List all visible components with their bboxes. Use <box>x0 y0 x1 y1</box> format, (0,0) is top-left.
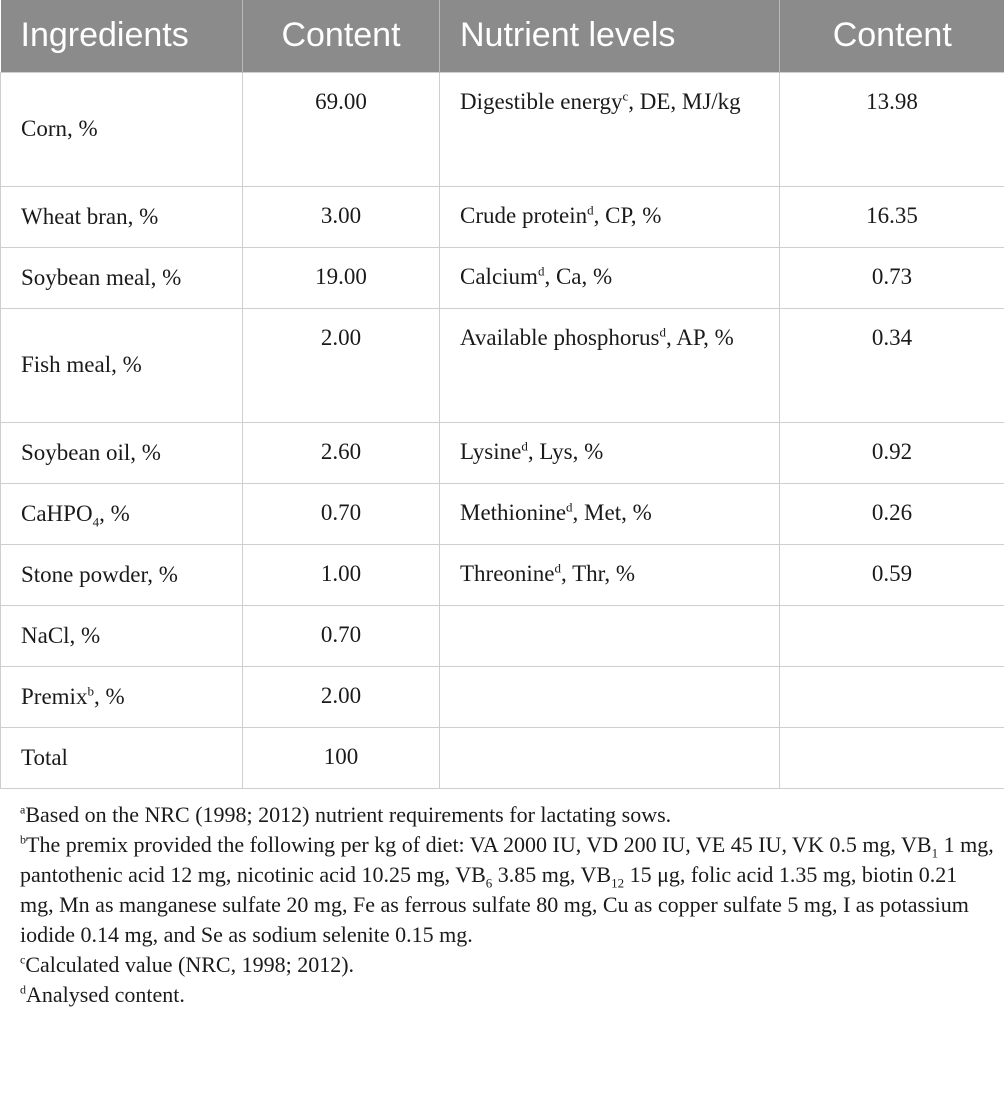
ingredient-name: Wheat bran, % <box>1 186 243 247</box>
nutrient-name: Threonine$^d$, Thr, % <box>440 544 780 605</box>
empty-cell <box>440 605 780 666</box>
empty-cell <box>780 605 1004 666</box>
empty-cell <box>780 666 1004 727</box>
nutrient-name: Calcium$^d$, Ca, % <box>440 247 780 308</box>
table-row <box>1 544 1004 605</box>
nutrient-value: 0.59 <box>780 544 1004 605</box>
ingredient-value: 2.60 <box>243 422 440 483</box>
table-row <box>1 422 1004 483</box>
ingredient-name: Fish meal, % <box>1 308 243 422</box>
nutrient-value: 0.73 <box>780 247 1004 308</box>
nutrient-value: 0.34 <box>780 308 1004 422</box>
ingredient-name: Stone powder, % <box>1 544 243 605</box>
nutrient-name: Methionine$^d$, Met, % <box>440 483 780 544</box>
table-row <box>1 72 1004 186</box>
table-row <box>1 727 1004 788</box>
table-row <box>1 247 1004 308</box>
nutrient-value: 16.35 <box>780 186 1004 247</box>
header-ingredients: Ingredients <box>1 0 243 72</box>
ingredient-name: CaHPO$_4$, % <box>1 483 243 544</box>
nutrient-name: Digestible energy$^c$, DE, MJ/kg <box>440 72 780 186</box>
footnote-d: $^d$Analysed content. <box>20 982 185 1007</box>
ingredient-value: 0.70 <box>243 605 440 666</box>
ingredient-value: 2.00 <box>243 666 440 727</box>
footnote-b: $^b$The premix provided the following per kg of diet: VA 2000 IU, VD 200 IU, VE 45 IU, VK 0.5 mg, $VB_1$ 1 mg, pantothenic acid 12 mg, nicotinic acid 10.25 mg, $VB_6$ 3.85 mg, $VB_{12}$ 15 μg, folic acid 1.35 mg, biotin 0.21 mg, Mn as manganese sulfate 20 mg, Fe as ferrous sulfate 80 mg, Cu as copper sulfate 5 mg, I as potassium iodide 0.14 mg, and Se as sodium selenite 0.15 mg. <box>20 832 994 947</box>
ingredient-value: 19.00 <box>243 247 440 308</box>
ingredient-name: Soybean oil, % <box>1 422 243 483</box>
ingredient-value: 100 <box>243 727 440 788</box>
ingredient-value: 3.00 <box>243 186 440 247</box>
ingredient-name: Corn, % <box>1 72 243 186</box>
nutrient-value: 0.26 <box>780 483 1004 544</box>
nutrient-name: Lysine$^d$, Lys, % <box>440 422 780 483</box>
table-row <box>1 186 1004 247</box>
ingredient-name: Total <box>1 727 243 788</box>
ingredient-value: 69.00 <box>243 72 440 186</box>
ingredient-value: 1.00 <box>243 544 440 605</box>
footnotes <box>20 800 995 1010</box>
empty-cell <box>780 727 1004 788</box>
nutrient-name: Crude protein$^d$, CP, % <box>440 186 780 247</box>
ingredient-name: Soybean meal, % <box>1 247 243 308</box>
nutrient-name: Available phosphorus$^d$, AP, % <box>440 308 780 422</box>
header-content-2: Content <box>780 0 1004 72</box>
header-row <box>1 0 1004 72</box>
ingredient-value: 0.70 <box>243 483 440 544</box>
table-row <box>1 605 1004 666</box>
table-row <box>1 308 1004 422</box>
nutrient-value: 13.98 <box>780 72 1004 186</box>
ingredient-value: 2.00 <box>243 308 440 422</box>
header-content: Content <box>243 0 440 72</box>
table-row <box>1 483 1004 544</box>
empty-cell <box>440 727 780 788</box>
header-nutrient-levels: Nutrient levels <box>440 0 780 72</box>
empty-cell <box>440 666 780 727</box>
footnote-c: $^c$Calculated value (NRC, 1998; 2012). <box>20 952 355 977</box>
ingredient-name: Premix$^b$, % <box>1 666 243 727</box>
nutrient-value: 0.92 <box>780 422 1004 483</box>
ingredient-name: NaCl, % <box>1 605 243 666</box>
table-row <box>1 666 1004 727</box>
footnote-a: $^a$Based on the NRC (1998; 2012) nutrient requirements for lactating sows. <box>20 802 672 827</box>
